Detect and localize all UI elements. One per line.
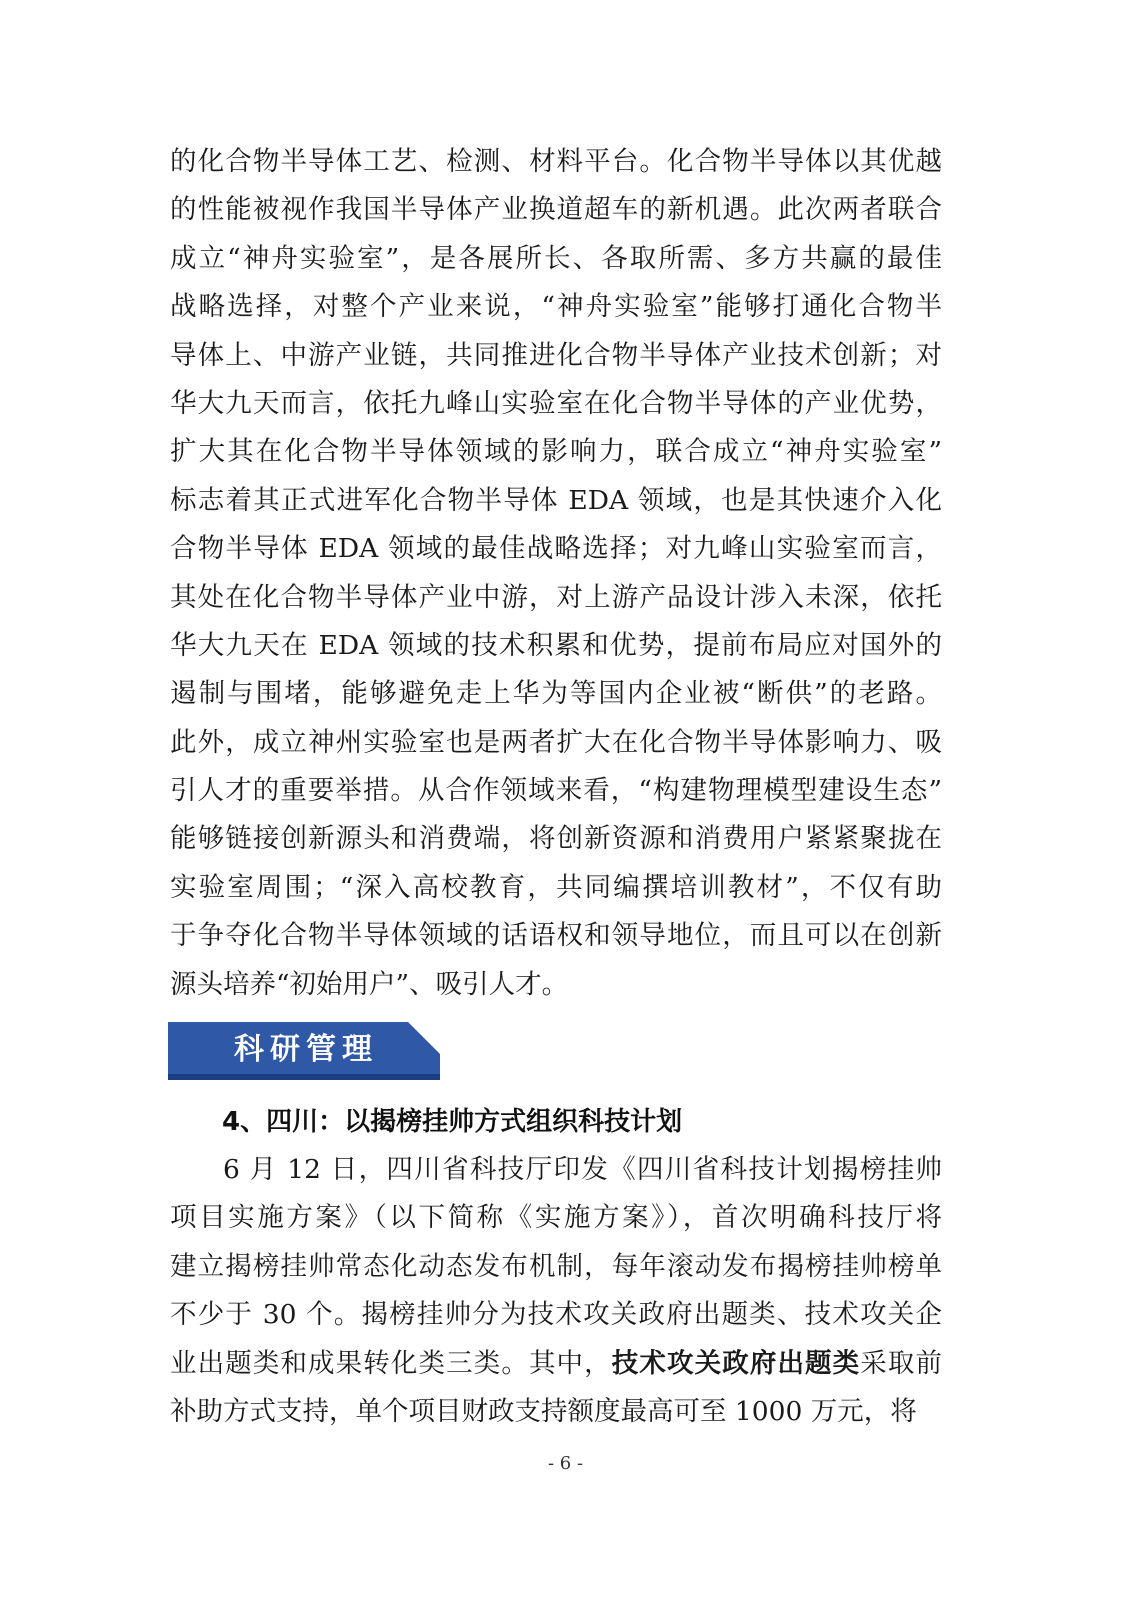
paragraph-1 xyxy=(170,138,942,1009)
text-line: 扩大其在化合物半导体领域的影响力，联合成立“神舟实验室” xyxy=(170,436,942,468)
text-line: 不少于 30 个。揭榜挂帅分为技术攻关政府出题类、技术攻关企 xyxy=(170,1299,942,1331)
text-line: 导体上、中游产业链，共同推进化合物半导体产业技术创新；对 xyxy=(170,339,942,371)
text-line: 实验室周围；“深入高校教育，共同编撰培训教材”，不仅有助 xyxy=(170,871,942,903)
text-line: 合物半导体 EDA 领域的最佳战略选择；对九峰山实验室而言， xyxy=(170,533,942,565)
text-line: 的性能被视作我国半导体产业换道超车的新机遇。此次两者联合 xyxy=(170,194,942,226)
paragraph-2 xyxy=(170,1146,942,1436)
text-line: 6 月 12 日，四川省科技厅印发《四川省科技计划揭榜挂帅 xyxy=(223,1154,942,1185)
text-line: 能够链接创新源头和消费端，将创新资源和消费用户紧紧聚拢在 xyxy=(170,823,942,855)
text-line: 源头培养“初始用户”、吸引人才。 xyxy=(170,968,569,1000)
text-line: 华大九天而言，依托九峰山实验室在化合物半导体的产业优势， xyxy=(170,387,942,419)
text-line: 此外，成立神州实验室也是两者扩大在化合物半导体影响力、吸 xyxy=(170,726,942,758)
text-line: 补助方式支持，单个项目财政支持额度最高可至 1000 万元，将 xyxy=(170,1395,917,1427)
text-line: 华大九天在 EDA 领域的技术积累和优势，提前布局应对国外的 xyxy=(170,629,942,661)
subheading: 4、四川：以揭榜挂帅方式组织科技计划 xyxy=(222,1107,683,1137)
text-line: 其处在化合物半导体产业中游，对上游产品设计涉入未深，依托 xyxy=(170,581,942,613)
text-line: 于争夺化合物半导体领域的话语权和领导地位，而且可以在创新 xyxy=(170,920,942,952)
page-number: - 6 - xyxy=(547,1453,584,1474)
text-line: 的化合物半导体工艺、检测、材料平台。化合物半导体以其优越 xyxy=(170,146,942,177)
text-line: 成立“神舟实验室”，是各展所长、各取所需、多方共赢的最佳 xyxy=(170,242,942,274)
text-line: 遏制与围堵，能够避免走上华为等国内企业被“断供”的老路。 xyxy=(170,678,942,710)
section-title: 科研管理 xyxy=(234,1032,378,1067)
text-line: 引人才的重要举措。从合作领域来看，“构建物理模型建设生态” xyxy=(170,775,942,807)
text-line: 战略选择，对整个产业来说，“神舟实验室”能够打通化合物半 xyxy=(170,291,942,323)
text-fragment: 采取前 xyxy=(860,1347,943,1379)
bold-phrase: 技术攻关政府出题类 xyxy=(611,1347,861,1379)
text-line: 项目实施方案》（以下简称《实施方案》），首次明确科技厅将 xyxy=(170,1202,942,1234)
text-line: 标志着其正式进军化合物半导体 EDA 领域，也是其快速介入化 xyxy=(170,484,942,516)
section-banner xyxy=(168,1022,440,1080)
text-line: 建立揭榜挂帅常态化动态发布机制，每年滚动发布揭榜挂帅榜单 xyxy=(170,1250,942,1282)
text-line: 业出题类和成果转化类三类。其中，技术攻关政府出题类采取前 xyxy=(170,1347,943,1379)
